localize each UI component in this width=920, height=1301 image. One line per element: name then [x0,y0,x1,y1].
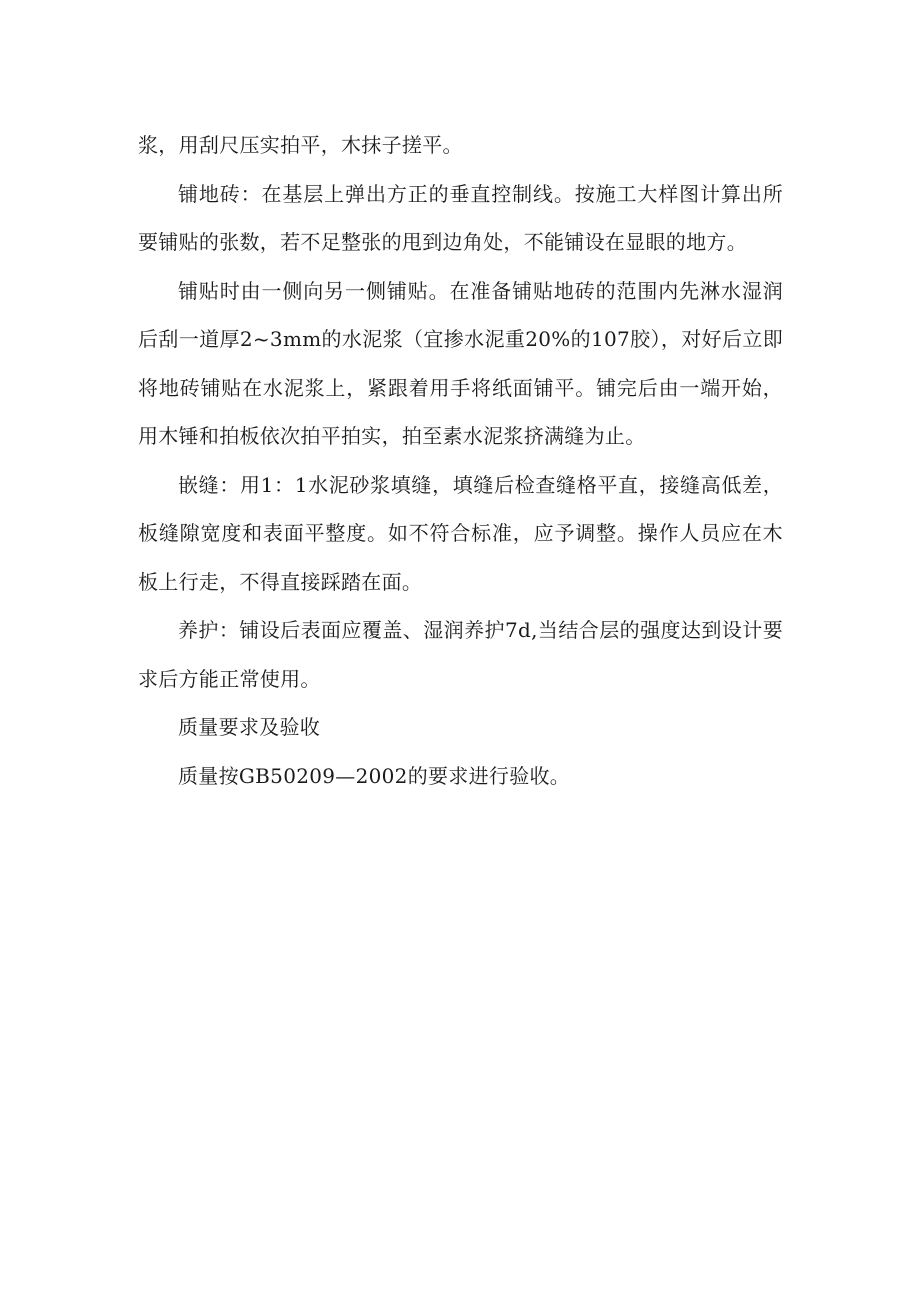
section-heading-quality: 质量要求及验收 [178,715,321,739]
paragraph-grouting: 嵌缝：用1：1水泥砂浆填缝，填缝后检查缝格平直，接缝高低差，板缝隙宽度和表面平整度。如不符合标准，应予调整。操作人员应在木板上行走，不得直接踩踏在面。 [138,472,783,594]
paragraph-quality-acceptance: 质量按GB50209—2002的要求进行验收。 [178,763,571,788]
paragraph-curing: 养护：铺设后表面应覆盖、湿润养护7d,当结合层的强度达到设计要求后方能正常使用。 [138,618,783,691]
document-body [138,121,783,800]
paragraph-tiling-procedure: 铺贴时由一侧向另一侧铺贴。在准备铺贴地砖的范围内先淋水湿润后刮一道厚2~3mm的水泥浆（宜掺水泥重20%的107胶），对好后立即将地砖铺贴在水泥浆上，紧跟着用手将纸面铺平。铺完后由一端开始，用木锤和拍板依次拍平拍实，拍至素水泥浆挤满缝为止。 [138,278,783,448]
paragraph-floor-tile-layout: 铺地砖：在基层上弹出方正的垂直控制线。按施工大样图计算出所要铺贴的张数，若不足整张的甩到边角处，不能铺设在显眼的地方。 [138,181,783,254]
paragraph-continuation: 浆，用刮尺压实拍平，木抹子搓平。 [138,133,463,157]
